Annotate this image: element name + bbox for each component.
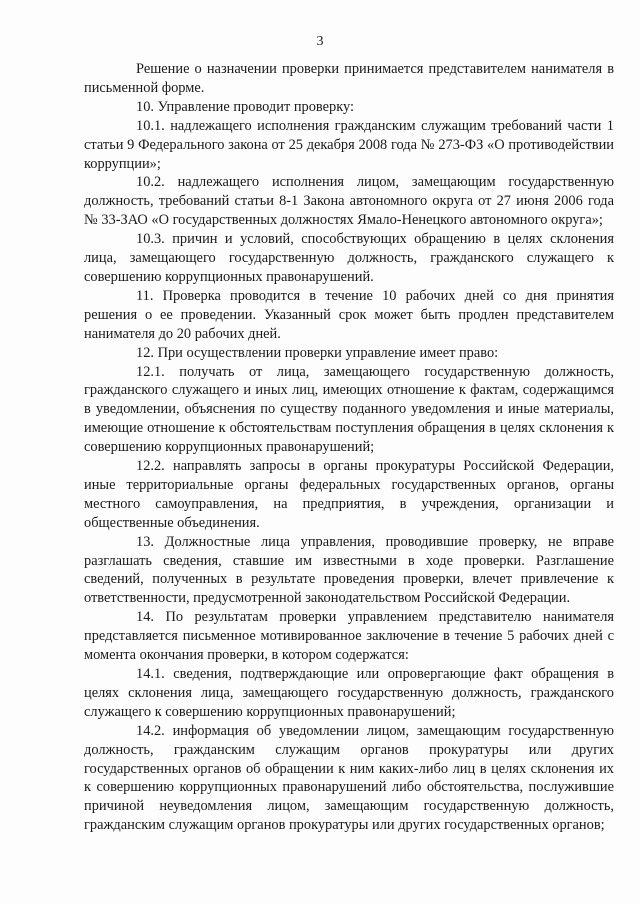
paragraph: 10. Управление проводит проверку: xyxy=(136,98,355,115)
document-body xyxy=(84,60,614,835)
paragraph: Решение о назначении проверки принимается представителем нанимателя в письменной форме. xyxy=(84,61,614,96)
paragraph: 10.3. причин и условий, способствующих обращению в целях склонения лица, замещающего государственную должность, гражданского служащего к совершению коррупционных правонарушений. xyxy=(84,231,614,285)
paragraph: 14. По результатам проверки управлением представителю нанимателя представляется письменное мотивированное заключение в течение 5 рабочих дней с момента окончания проверки, в котором содержатся: xyxy=(84,609,614,664)
paragraph: 10.2. надлежащего исполнения лицом, замещающим государственную должность, требований статьи 8-1 Закона автономного округа от 27 июня 2006 года № 33-ЗАО «О государственных должностях Ямало-Ненецкого автономного округа»; xyxy=(84,174,614,229)
paragraph: 10.1. надлежащего исполнения гражданским служащим требований части 1 статьи 9 Федерального закона от 25 декабря 2008 года № 273-ФЗ «О противодействии коррупции»; xyxy=(84,117,614,172)
paragraph: 12.2. направлять запросы в органы прокуратуры Российской Федерации, иные территориальные органы федеральных государственных органов, органы местного самоуправления, на предприятия, в учреждения, организации и общественные объединения. xyxy=(84,458,614,531)
paragraph: 14.2. информация об уведомлении лицом, замещающим государственную должность, гражданским служащим органов прокуратуры или других государственных органов об обращении к ним каких-либо лиц в целях склонения их к совершению коррупционных правонарушений либо обстоятельства, послужившие причиной неуведомления лицом, замещающим государственную должность, гражданским служащим органов прокуратуры или других государственных органов; xyxy=(84,722,614,834)
paragraph: 12.1. получать от лица, замещающего государственную должность, гражданского служащего и иных лиц, имеющих отношение к фактам, содержащимся в уведомлении, объяснения по существу поданного уведомления и иные материалы, имеющие отношение к обстоятельствам поступления обращения в целях склонения к совершению коррупционных правонарушений; xyxy=(84,363,614,456)
page-number: 3 xyxy=(316,34,324,49)
paragraph: 13. Должностные лица управления, проводившие проверку, не вправе разглашать сведения, ставшие им известными в ходе проверки. Разглашение сведений, полученных в результате проведения проверки, влечет привлечение к ответственности, предусмотренной законодательством Российской Федерации. xyxy=(84,533,614,607)
paragraph: 12. При осуществлении проверки управление имеет право: xyxy=(136,344,499,361)
paragraph: 11. Проверка проводится в течение 10 рабочих дней со дня принятия решения о ее проведении. Указанный срок может быть продлен представителем нанимателя до 20 рабочих дней. xyxy=(84,287,614,342)
paragraph: 14.1. сведения, подтверждающие или опровергающие факт обращения в целях склонения лица, замещающего государственную должность, гражданского служащего к совершению коррупционных правонарушений; xyxy=(84,666,614,720)
